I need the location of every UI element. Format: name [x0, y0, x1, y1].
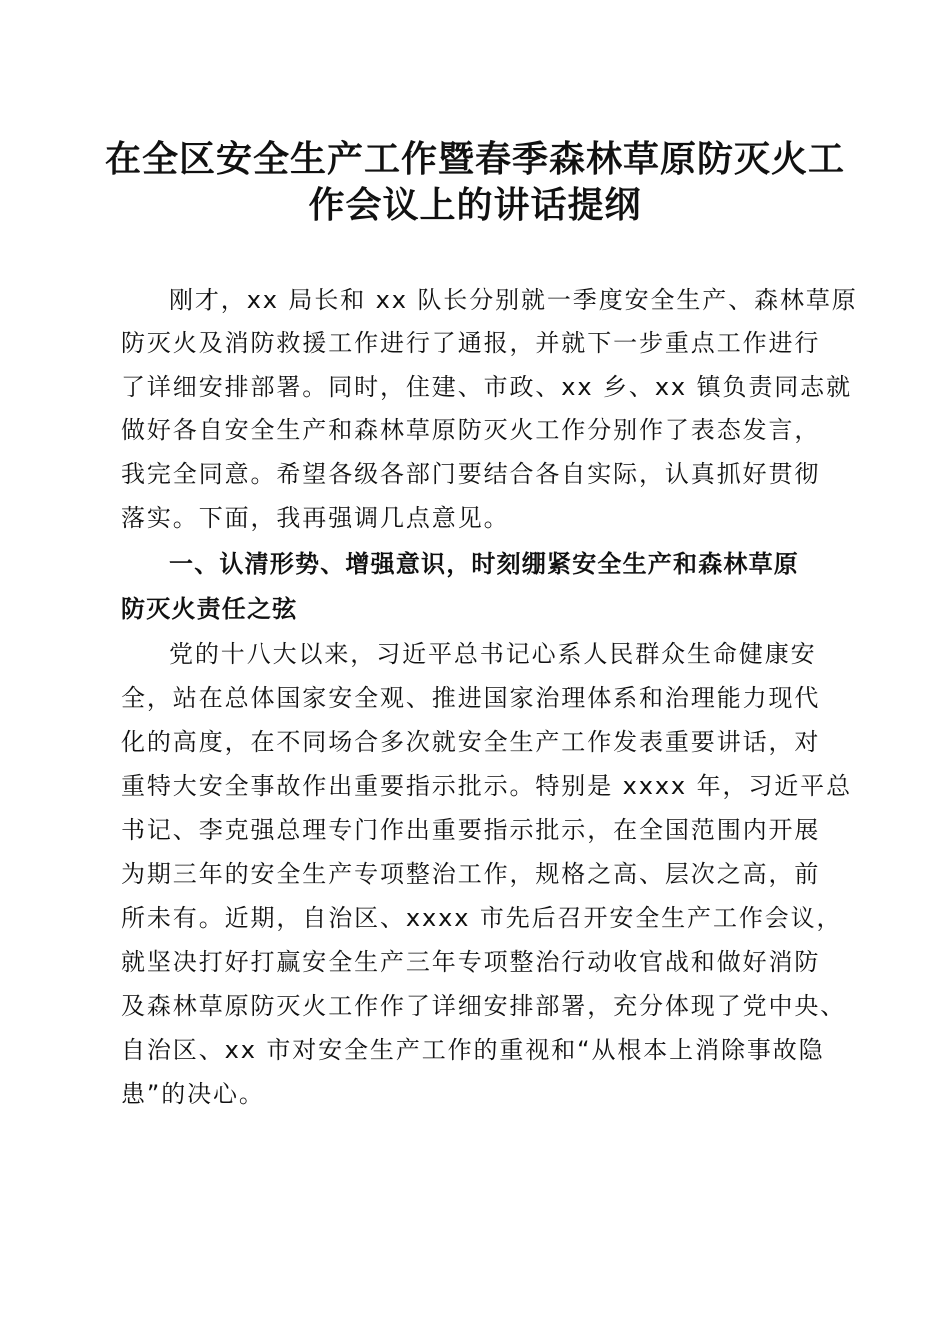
body-line: 就坚决打好打赢安全生产三年专项整治行动收官战和做好消防 [121, 948, 821, 976]
section-heading-line: 一、认清形势、增强意识，时刻绷紧安全生产和森林草原 [169, 550, 799, 578]
body-line: 刚才，xx 局长和 xx 队长分别就一季度安全生产、森林草原 [169, 286, 858, 314]
title-line-1: 在全区安全生产工作暨春季森林草原防灭火工 [104, 138, 845, 180]
section-heading-line: 防灭火责任之弦 [121, 595, 298, 623]
body-line: 患”的决心。 [121, 1080, 265, 1108]
body-line: 所未有。近期，自治区、xxxx 市先后召开安全生产工作会议， [121, 904, 843, 932]
body-line: 防灭火及消防救援工作进行了通报，并就下一步重点工作进行 [121, 329, 821, 357]
body-line: 全，站在总体国家安全观、推进国家治理体系和治理能力现代 [121, 684, 821, 712]
body-line: 及森林草原防灭火工作作了详细安排部署，充分体现了党中央、 [121, 992, 847, 1020]
body-line: 党的十八大以来，习近平总书记心系人民群众生命健康安 [169, 640, 817, 668]
body-line: 了详细安排部署。同时，住建、市政、xx 乡、xx 镇负责同志就 [121, 373, 852, 401]
body-line: 化的高度，在不同场合多次就安全生产工作发表重要讲话，对 [121, 728, 821, 756]
body-line: 自治区、xx 市对安全生产工作的重视和“从根本上消除事故隐 [121, 1036, 825, 1064]
document-title [0, 136, 950, 228]
title-line-2: 作会议上的讲话提纲 [308, 184, 642, 226]
body-line: 做好各自安全生产和森林草原防灭火工作分别作了表态发言， [121, 416, 821, 444]
body-line: 我完全同意。希望各级各部门要结合各自实际，认真抓好贯彻 [121, 460, 821, 488]
body-line: 书记、李克强总理专门作出重要指示批示，在全国范围内开展 [121, 816, 821, 844]
body-line: 落实。下面，我再强调几点意见。 [121, 504, 510, 532]
body-line: 为期三年的安全生产专项整治工作，规格之高、层次之高，前 [121, 860, 821, 888]
body-line: 重特大安全事故作出重要指示批示。特别是 xxxx 年，习近平总 [121, 772, 852, 800]
